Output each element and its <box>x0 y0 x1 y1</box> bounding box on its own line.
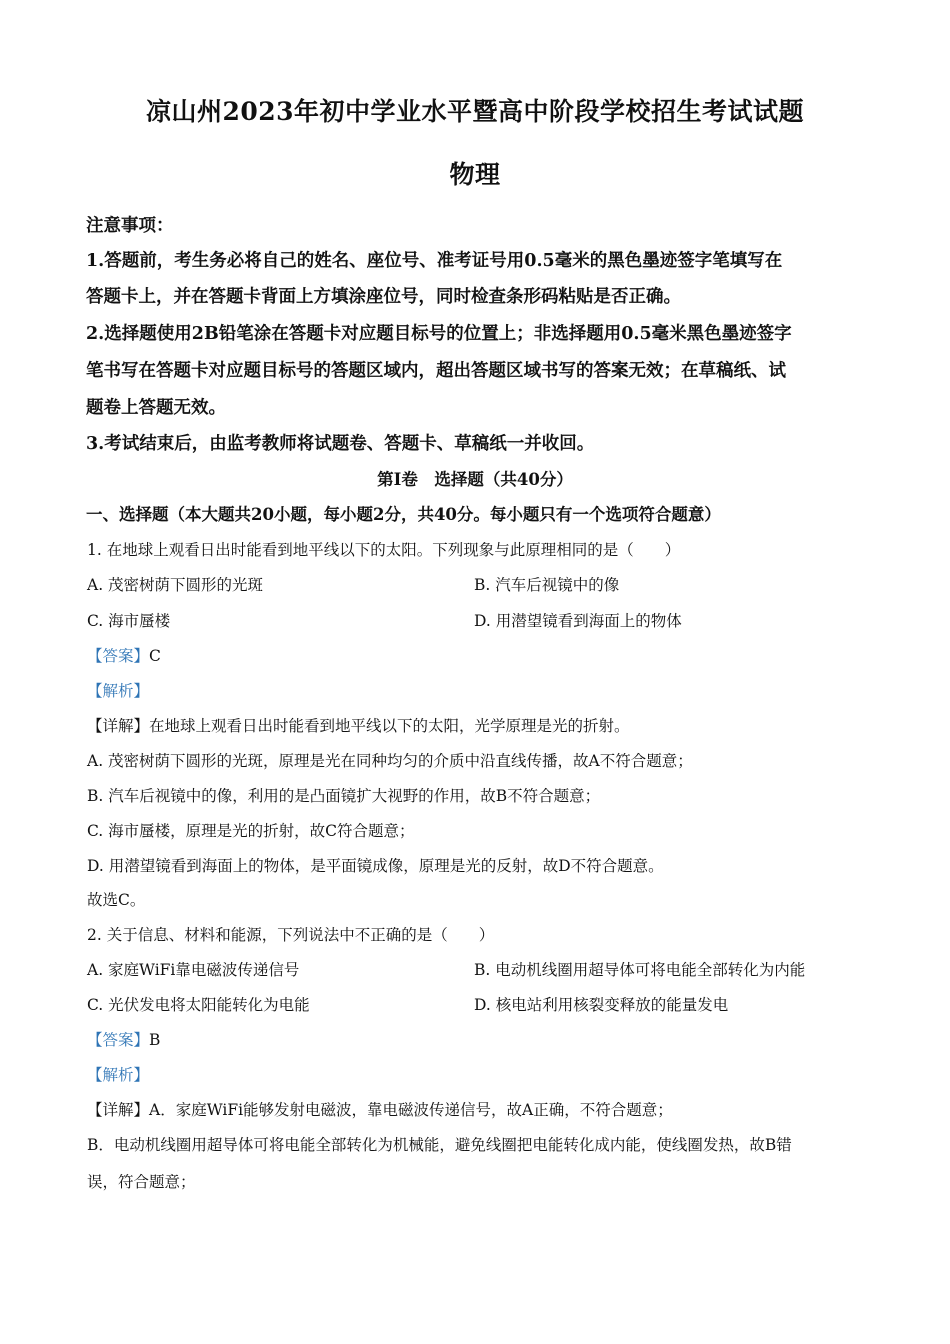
q1-explain-line: C. 海市蜃楼，原理是光的折射，故C符合题意； <box>87 822 415 840</box>
exam-title: 凉山州2023年初中学业水平暨高中阶段学校招生考试试题 <box>145 97 805 126</box>
notice-line: 3.考试结束后，由监考教师将试题卷、答题卡、草稿纸一并收回。 <box>86 434 595 454</box>
q1-explain-line: A. 茂密树荫下圆形的光斑，原理是光在同种均匀的介质中沿直线传播，故A不符合题意； <box>87 752 693 770</box>
notice-line: 题卷上答题无效。 <box>86 398 226 418</box>
q2-option-b: B. 电动机线圈用超导体可将电能全部转化为内能 <box>474 961 806 979</box>
q2-option-c: C. 光伏发电将太阳能转化为电能 <box>87 996 310 1014</box>
q1-answer-value: C <box>149 647 161 665</box>
q1-option-d: D. 用潜望镜看到海面上的物体 <box>474 612 682 630</box>
notice-line: 笔书写在答题卡对应题目标号的答题区域内，超出答题区域书写的答案无效；在草稿纸、试 <box>86 361 786 381</box>
q1-answer <box>87 644 161 666</box>
q2-answer-value: B <box>149 1031 161 1049</box>
q2-detail-text: A．家庭WiFi能够发射电磁波，靠电磁波传递信号，故A正确，不符合题意； <box>149 1101 673 1119</box>
question-1-stem: 1. 在地球上观看日出时能看到地平线以下的太阳。下列现象与此原理相同的是（ ） <box>87 541 681 559</box>
notice-line: 2.选择题使用2B铅笔涂在答题卡对应题目标号的位置上；非选择题用0.5毫米黑色墨迹签字 <box>86 324 792 344</box>
q1-option-b: B. 汽车后视镜中的像 <box>474 576 620 594</box>
q2-analysis-label: 【解析】 <box>87 1066 150 1084</box>
q2-explain-line: 误，符合题意； <box>87 1173 196 1191</box>
q2-option-a: A. 家庭WiFi靠电磁波传递信号 <box>87 961 300 979</box>
section-heading: 一、选择题（本大题共20小题，每小题2分，共40分。每小题只有一个选项符合题意） <box>86 505 721 524</box>
q1-detail <box>87 714 630 736</box>
q1-detail-text: 在地球上观看日出时能看到地平线以下的太阳，光学原理是光的折射。 <box>149 717 630 735</box>
answer-label: 【答案】 <box>87 1031 150 1049</box>
detail-label: 【详解】 <box>87 717 150 735</box>
q2-detail <box>87 1098 673 1120</box>
notice-line: 1.答题前，考生务必将自己的姓名、座位号、准考证号用0.5毫米的黑色墨迹签字笔填写在 <box>86 251 783 271</box>
notice-heading: 注意事项： <box>86 216 174 236</box>
question-2-stem: 2. 关于信息、材料和能源，下列说法中不正确的是（ ） <box>87 926 495 944</box>
notice-line: 答题卡上，并在答题卡背面上方填涂座位号，同时检查条形码粘贴是否正确。 <box>86 287 681 307</box>
volume-heading: 第Ⅰ卷 选择题（共40分） <box>377 470 573 489</box>
q1-analysis-label: 【解析】 <box>87 682 150 700</box>
subject-title: 物理 <box>449 160 501 189</box>
q1-option-c: C. 海市蜃楼 <box>87 612 171 630</box>
q1-explain-line: B. 汽车后视镜中的像，利用的是凸面镜扩大视野的作用，故B不符合题意； <box>87 787 601 805</box>
q2-option-d: D. 核电站利用核裂变释放的能量发电 <box>474 996 729 1014</box>
answer-label: 【答案】 <box>87 647 150 665</box>
q2-answer <box>87 1028 160 1050</box>
q2-explain-line: B．电动机线圈用超导体可将电能全部转化为机械能，避免线圈把电能转化成内能，使线圈发热，故B错 <box>87 1136 792 1154</box>
detail-label: 【详解】 <box>87 1101 150 1119</box>
q1-conclusion: 故选C。 <box>87 891 146 909</box>
q1-option-a: A. 茂密树荫下圆形的光斑 <box>87 576 264 594</box>
q1-explain-line: D. 用潜望镜看到海面上的物体，是平面镜成像，原理是光的反射，故D不符合题意。 <box>87 857 664 875</box>
